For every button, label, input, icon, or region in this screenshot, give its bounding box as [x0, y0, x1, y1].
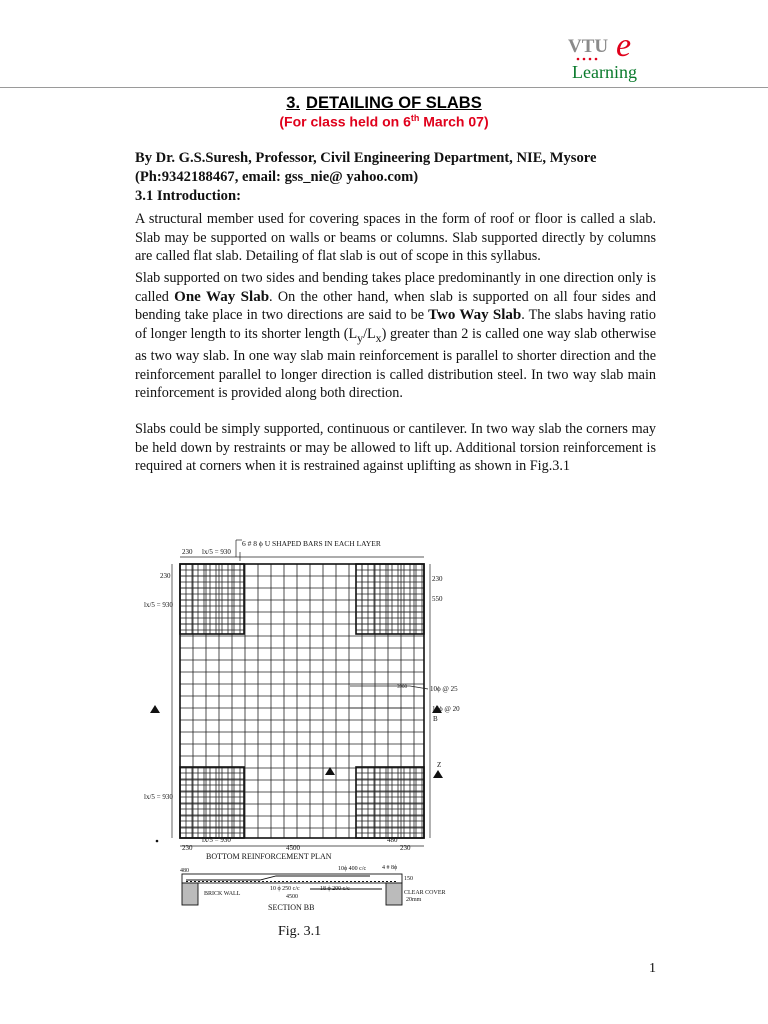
- bar-label: 10ϕ @ 25: [430, 685, 458, 693]
- section-letter: Z: [437, 761, 442, 769]
- logo-e-text: e: [616, 27, 632, 64]
- paragraph-intro: A structural member used for covering spaces in the form of roof or floor is called a slab. Slab may be supported on walls or beams or columns. Slab supported directly by columns are called flat slab. Detailing of flat slab is out of scope in this syllabus.: [135, 211, 656, 265]
- dim-label: 3900: [397, 685, 407, 690]
- dim-label: 230: [182, 548, 193, 556]
- dim-label: 550: [432, 595, 443, 603]
- p2-text: /L: [363, 325, 376, 342]
- one-way-slab-term: One Way Slab: [174, 288, 270, 305]
- dim-label: 480: [180, 868, 189, 874]
- plan-title: BOTTOM REINFORCEMENT PLAN: [206, 852, 332, 861]
- chapter-number: 3.: [286, 94, 301, 112]
- author-line: By Dr. G.S.Suresh, Professor, Civil Engineering Department, NIE, Mysore: [135, 150, 597, 166]
- section-arrow: [433, 770, 443, 778]
- p2-text: Slab supported on two sides and bending takes place predominantly in one direction only is called: [135, 270, 656, 305]
- p2-text: . The slabs having ratio of longer length to its shorter length (L: [135, 307, 656, 342]
- section-heading: 3.1 Introduction:: [135, 188, 241, 204]
- top-note: 6 # 8 ϕ U SHAPED BARS IN EACH LAYER: [242, 539, 381, 548]
- dim-label: lx/5 = 930: [144, 601, 173, 609]
- plan-grid: [180, 564, 424, 838]
- dim-label: lx/5 = 930: [144, 793, 173, 801]
- subtitle-pre: (For class held on 6: [279, 113, 411, 130]
- page-number: 1: [649, 961, 656, 976]
- bar-label: 10ϕ @ 20: [432, 705, 460, 713]
- clear-cover-label: CLEAR COVER: [404, 890, 446, 896]
- logo-dot: [577, 58, 580, 61]
- reinforcement-drawing: [144, 537, 610, 929]
- dim-label: 230: [182, 844, 193, 852]
- section-letter: B: [433, 715, 438, 723]
- logo-learning-text: Learning: [572, 62, 637, 82]
- p2-text: ) greater than 2 is called one way slab otherwise as two way slab. In one way slab main reinforcement is parallel to shorter direction and the reinforcement parallel to longer direction is called distribution steel. In two way slab main reinforcement is provided along both direction.: [135, 325, 656, 402]
- dim-label: 4500: [286, 894, 298, 900]
- brick-wall-left: [182, 883, 198, 905]
- subscript-x: x: [375, 330, 382, 345]
- leader-line: [410, 686, 428, 689]
- figure-caption: Fig. 3.1: [278, 924, 322, 939]
- subtitle-sup: th: [410, 113, 420, 123]
- bar-label: 10 ϕ 250 c/c: [270, 886, 300, 892]
- bent-bar: [186, 876, 370, 880]
- header-rule: [0, 87, 768, 88]
- brick-wall-right: [386, 883, 402, 905]
- author-block: [135, 149, 655, 206]
- author-contact: (Ph:9342188467, email: gss_nie@ yahoo.com): [135, 169, 419, 185]
- dim-label: 150: [404, 876, 413, 882]
- logo-dot: [595, 58, 598, 61]
- page-title: [0, 94, 768, 113]
- vtu-e-learning-logo: [566, 22, 666, 86]
- logo-vtu-text: VTU: [568, 36, 609, 57]
- paragraph-slab-types: [135, 269, 656, 403]
- subscript-y: y: [357, 330, 364, 345]
- p2-text: . On the other hand, when slab is supported on all four sides and bending take place in two directions are said to be: [135, 288, 656, 324]
- bar-label: 18 ϕ 200 c/c: [320, 886, 350, 892]
- dim-label: 480: [387, 836, 398, 844]
- dim-label: 230: [432, 575, 443, 583]
- logo-dot: [589, 58, 592, 61]
- dim-label: 230: [160, 572, 171, 580]
- brick-wall-label: BRICK WALL: [204, 891, 241, 897]
- subtitle-post: March 07): [419, 113, 489, 130]
- bar-label: 10ϕ 400 c/c: [338, 866, 367, 872]
- paragraph-support-conditions: Slabs could be simply supported, continuous or cantilever. In two way slab the corners may be held down by restraints or may be allowed to lift up. Additional torsion reinforcement is required at corners when it is restrained against uplifting as shown in Fig.3.1: [135, 421, 656, 475]
- dim-label: 230: [400, 844, 411, 852]
- dim-label: 4500: [286, 844, 300, 852]
- page-subtitle: [0, 113, 768, 130]
- two-way-slab-term: Two Way Slab: [428, 307, 522, 324]
- chapter-title: DETAILING OF SLABS: [306, 94, 482, 112]
- bar-label: 4 # 8ϕ: [382, 865, 398, 871]
- section-arrow: [150, 705, 160, 713]
- logo-dot: [583, 58, 586, 61]
- dim-label: lx/5 = 930: [202, 836, 231, 844]
- dim-label: 20mm: [406, 897, 422, 903]
- dim-label: lx/5 = 930: [202, 548, 231, 556]
- mark-dot: [156, 840, 159, 843]
- section-title: SECTION BB: [268, 903, 315, 912]
